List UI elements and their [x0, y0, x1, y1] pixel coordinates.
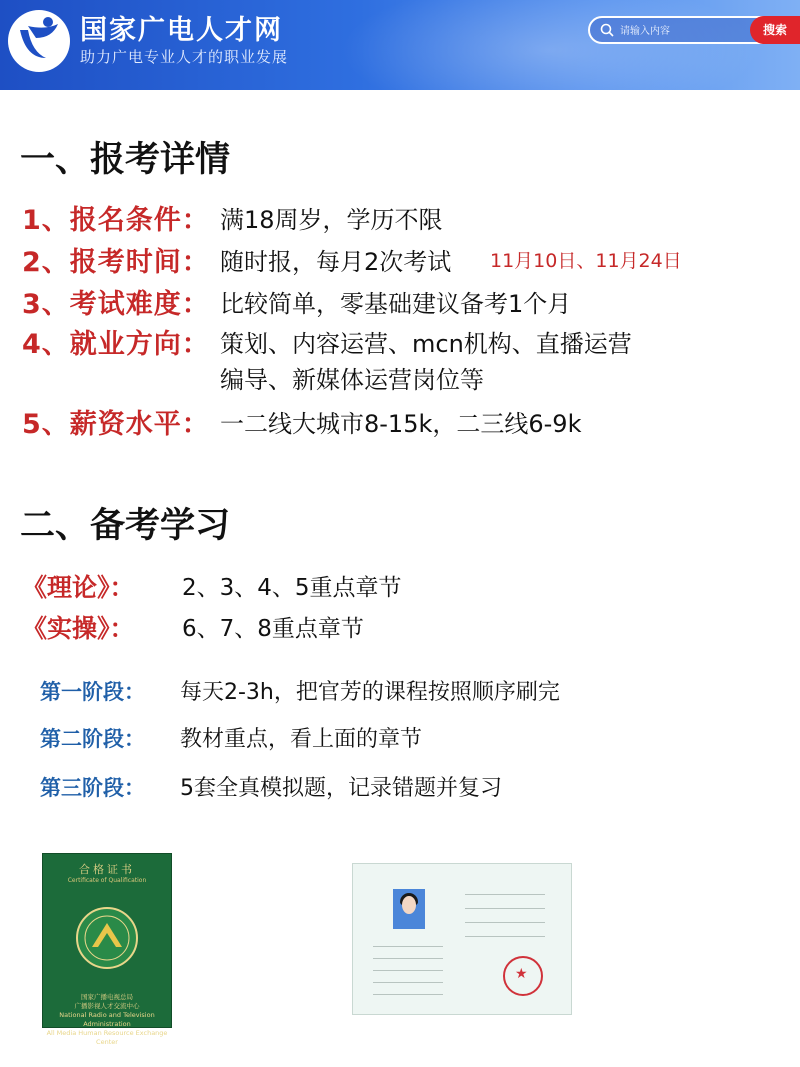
site-subtitle: 助力广电专业人才的职业发展 [80, 48, 289, 66]
search-icon [600, 23, 614, 37]
site-logo-icon[interactable] [6, 8, 72, 74]
detail-label: 2、报考时间： [22, 247, 210, 278]
certificate-inner-image [352, 863, 572, 1015]
stage-label: 第二阶段： [40, 727, 145, 751]
book-label: 《理论》： [22, 573, 135, 602]
site-header [0, 0, 800, 90]
stage-label: 第一阶段： [40, 680, 145, 704]
stage-value: 每天2-3h，把官芳的课程按照顺序刷完 [180, 680, 560, 705]
book-label: 《实操》： [22, 614, 135, 643]
detail-label: 5、薪资水平： [22, 409, 210, 440]
search-button[interactable]: 搜索 [750, 16, 800, 44]
stage-value: 5套全真模拟题，记录错题并复习 [180, 776, 502, 801]
certificate-cover-issuer: 国家广播电视总局 广播影视人才交流中心 National Radio and Television Administration All Media Human Resource Exchange Center [46, 993, 168, 1046]
id-photo [393, 889, 425, 929]
certificate-cover-subtitle: Certificate of Qualification [67, 877, 147, 884]
book-value: 6、7、8重点章节 [182, 616, 364, 642]
detail-label: 1、报名条件： [22, 205, 210, 236]
certificate-cover-title: 合格证书 [79, 863, 135, 876]
detail-value: 满18周岁，学历不限 [220, 206, 443, 234]
certificate-cover-image [42, 853, 172, 1046]
stage-label: 第三阶段： [40, 776, 145, 800]
emblem-icon [72, 903, 142, 983]
detail-value: 随时报，每月2次考试 [220, 248, 452, 276]
header-glow [340, 0, 760, 90]
site-title[interactable]: 国家广电人才网 [80, 15, 283, 46]
detail-value-line2: 编导、新媒体运营岗位等 [220, 366, 484, 394]
detail-value: 策划、内容运营、mcn机构、直播运营 [220, 330, 632, 358]
detail-value: 一二线大城市8-15k，二三线6-9k [220, 410, 582, 438]
exam-dates: 11月10日、11月24日 [490, 250, 682, 272]
book-value: 2、3、4、5重点章节 [182, 575, 402, 601]
section2-heading: 二、备考学习 [20, 506, 231, 546]
search-input[interactable] [618, 21, 740, 41]
stage-value: 教材重点，看上面的章节 [180, 727, 423, 752]
detail-label: 4、就业方向： [22, 329, 210, 360]
seal-star-icon: ★ [515, 966, 528, 982]
section1-heading: 一、报考详情 [20, 140, 231, 180]
detail-value: 比较简单，零基础建议备考1个月 [220, 290, 572, 318]
detail-label: 3、考试难度： [22, 289, 210, 320]
